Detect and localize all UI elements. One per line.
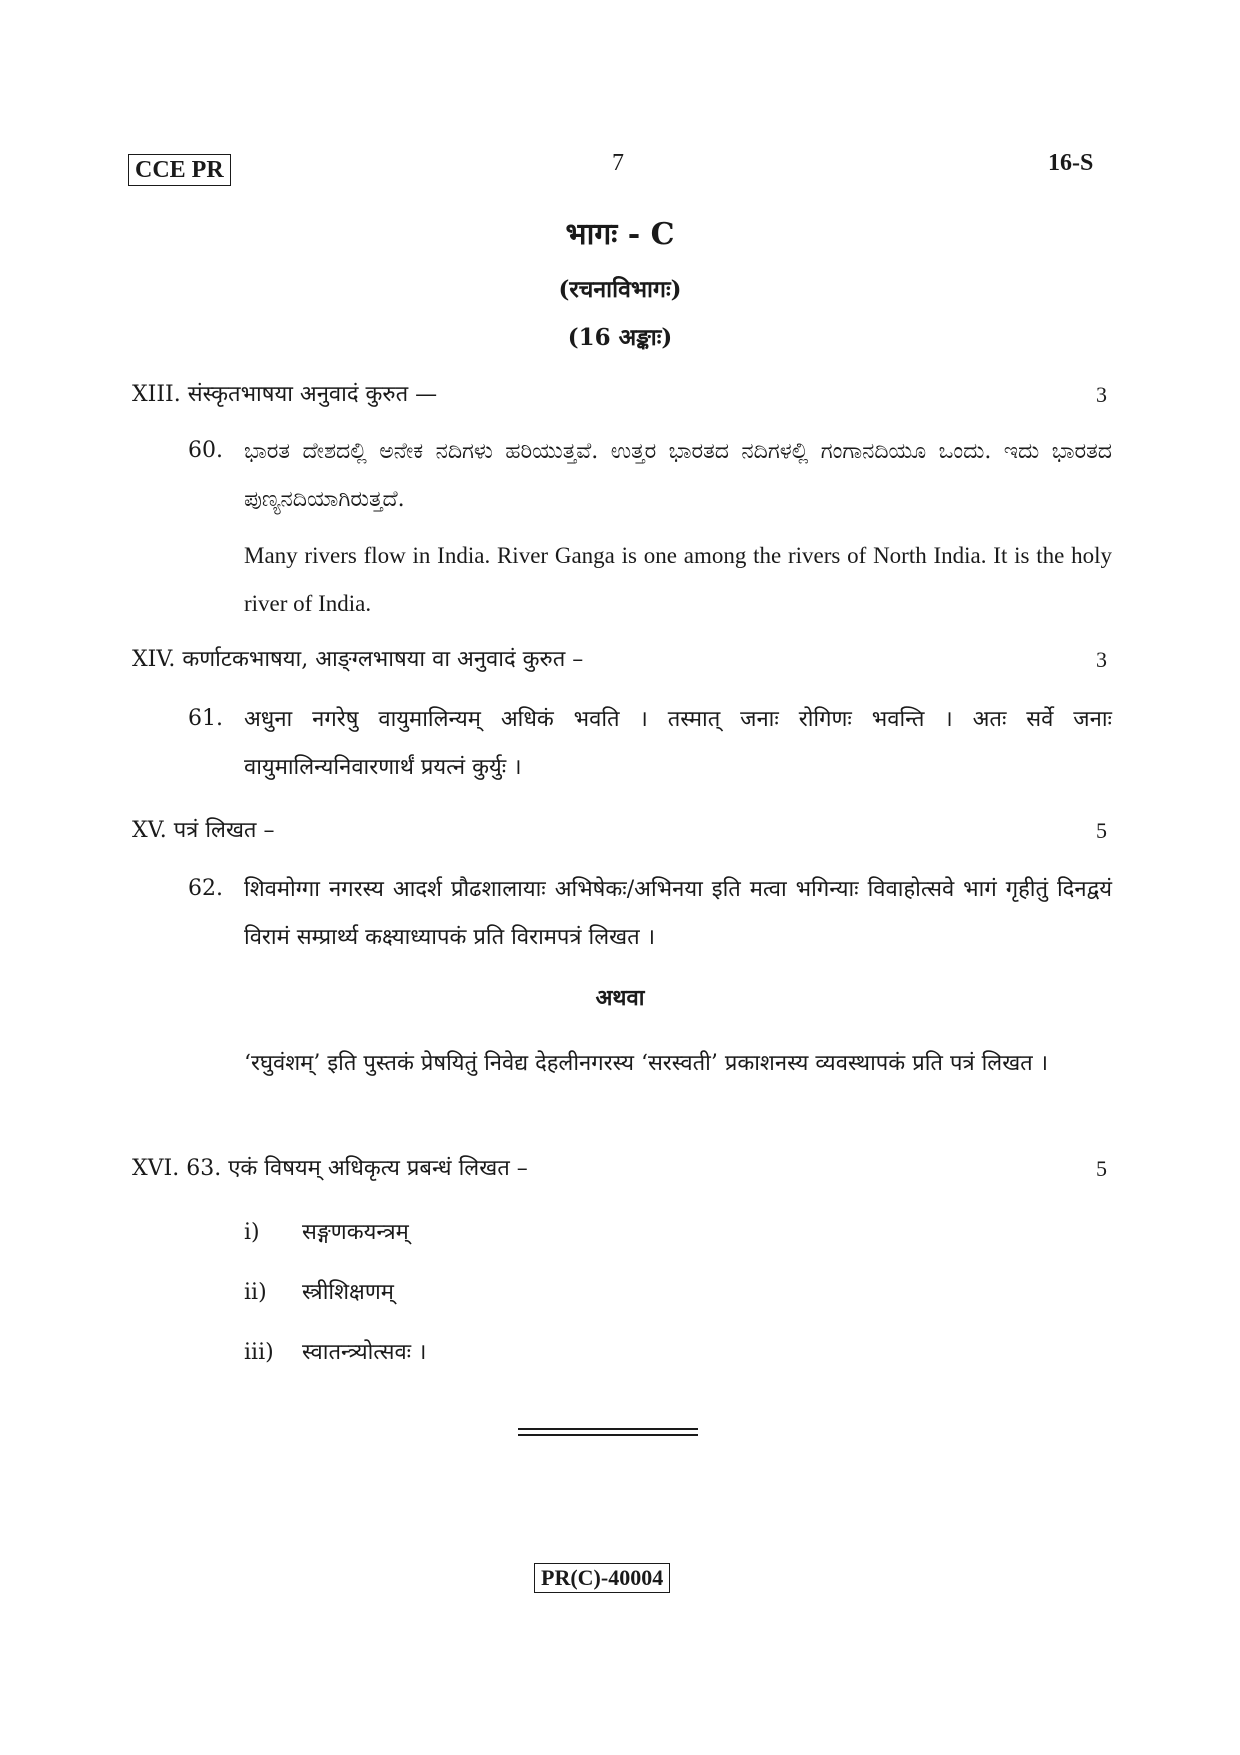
end-rule-top: [518, 1428, 698, 1430]
or-label: अथवा: [595, 985, 645, 1011]
question-xv-marks: 5: [1096, 818, 1107, 843]
item-61-text: अधुना नगरेषु वायुमालिन्यम् अधिकं भवति । तस्मात् जनाः रोगिणः भवन्ति । अतः सर्वे जनाः वायुमालिन्यनिवारणार्थं प्रयत्नं कुर्युः ।: [244, 707, 1112, 780]
question-xiv-marks: 3: [1096, 647, 1107, 672]
item-60-number: 60.: [188, 438, 223, 463]
option-ii-number: ii): [244, 1280, 267, 1305]
question-xvi-label: XVI. 63. एकं विषयम् अधिकृत्य प्रबन्धं लिखत –: [132, 1156, 528, 1181]
part-marks: (16 अङ्काः): [567, 324, 673, 351]
question-xvi-marks: 5: [1096, 1156, 1107, 1181]
part-title: भागः - C: [565, 217, 675, 252]
option-i-number: i): [244, 1220, 260, 1245]
paper-code: 16-S: [1048, 150, 1094, 176]
question-xiii-label: XIII. संस्कृतभाषया अनुवादं कुरुत —: [132, 382, 438, 407]
item-61-number: 61.: [188, 706, 223, 731]
item-62-number: 62.: [188, 876, 223, 901]
question-xv-label: XV. पत्रं लिखत –: [132, 818, 275, 843]
option-ii-text: स्त्रीशिक्षणम्: [302, 1280, 394, 1305]
option-iii-number: iii): [244, 1340, 274, 1365]
item-60-kannada-text: ಭಾರತ ದೇಶದಲ್ಲಿ ಅನೇಕ ನದಿಗಳು ಹರಿಯುತ್ತವೆ. ಉತ್ತರ ಭಾರತದ ನದಿಗಳಲ್ಲಿ ಗಂಗಾನದಿಯೂ ಒಂದು. ಇದು ಭಾರತದ ಪುಣ್ಯನದಿಯಾಗಿರುತ್ತದೆ.: [244, 439, 1112, 512]
question-xiv-label: XIV. कर्णाटकभाषया, आङ्ग्लभाषया वा अनुवादं कुरुत –: [132, 647, 584, 672]
option-i-text: सङ्गणकयन्त्रम्: [302, 1220, 409, 1245]
item-62-text: शिवमोग्गा नगरस्य आदर्श प्रौढशालायाः अभिषेकः/अभिनया इति मत्वा भगिन्याः विवाहोत्सवे भागं गृहीतुं दिनद्वयं विरामं सम्प्रार्थ्य कक्ष्याध्यापकं प्रति विरामपत्रं लिखत ।: [244, 877, 1112, 950]
footer-code-box: PR(C)-40004: [534, 1563, 670, 1593]
item-62-alternative-text: ‘रघुवंशम्’ इति पुस्तकं प्रेषयितुं निवेद्य देहलीनगरस्य ‘सरस्वती’ प्रकाशनस्य व्यवस्थापकं प्रति पत्रं लिखत ।: [244, 1051, 1049, 1076]
end-rule-bottom: [518, 1434, 698, 1436]
option-iii-text: स्वातन्त्र्योत्सवः ।: [302, 1340, 427, 1365]
page-number: 7: [612, 150, 624, 176]
question-xiii-marks: 3: [1096, 382, 1107, 407]
exam-code-box: CCE PR: [128, 154, 231, 186]
part-subtitle: (रचनाविभागः): [558, 276, 682, 303]
item-60-english-text: Many rivers flow in India. River Ganga is one among the rivers of North India. It is the holy river of India.: [244, 543, 1112, 616]
